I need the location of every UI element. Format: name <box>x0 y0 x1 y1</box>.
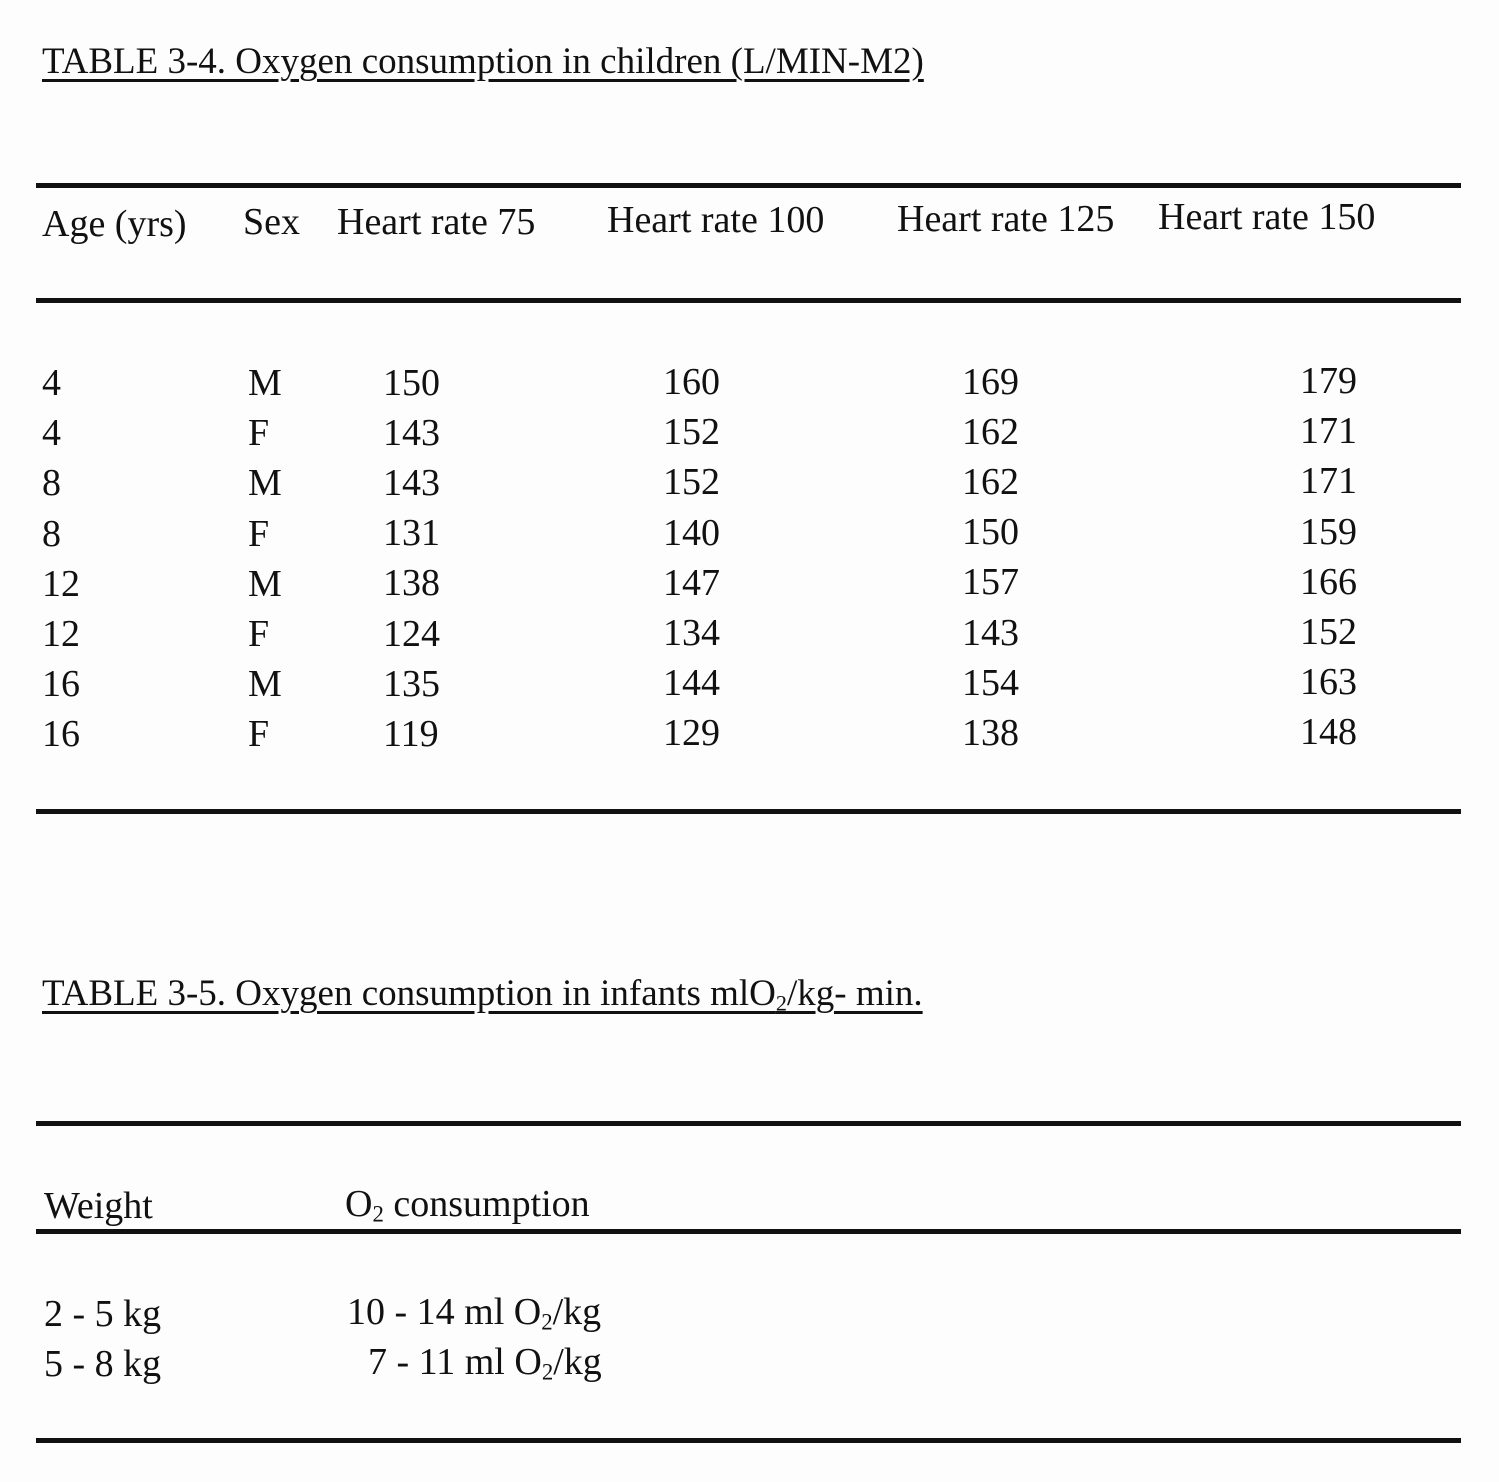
hr75-cell: 131 <box>383 512 440 555</box>
weight-cell: 5 - 8 kg <box>44 1343 162 1385</box>
hr125-cell: 169 <box>962 360 1019 403</box>
hr150-cell: 166 <box>1300 560 1357 603</box>
hr75-cell: 143 <box>383 411 440 454</box>
hr150-cell: 163 <box>1300 661 1357 704</box>
hr100-cell: 140 <box>663 511 720 554</box>
sex-cell: F <box>248 613 270 655</box>
hr150-cell: 179 <box>1300 360 1357 402</box>
sex-cell: F <box>248 713 270 756</box>
o2-unit: /kg <box>553 1341 602 1383</box>
table2-top-rule <box>36 1121 1461 1126</box>
hr100-cell: 152 <box>663 461 720 504</box>
header-rule <box>36 298 1461 303</box>
o2-text: O <box>345 1183 373 1225</box>
hr125-cell: 154 <box>962 661 1019 704</box>
weight-cell: 2 - 5 kg <box>44 1293 162 1335</box>
age-cell: 12 <box>42 613 80 655</box>
o2-subscript: 2 <box>541 1309 553 1335</box>
table-3-5-title <box>42 972 923 1017</box>
age-cell: 12 <box>42 562 80 605</box>
hr150-cell: 171 <box>1300 410 1357 453</box>
sex-cell: F <box>248 512 270 555</box>
hr125-cell: 162 <box>962 410 1019 453</box>
hr75-cell: 119 <box>383 712 439 755</box>
age-cell: 16 <box>42 713 80 756</box>
o2-cell <box>368 1340 602 1386</box>
header-hr75: Heart rate 75 <box>337 201 536 243</box>
hr100-cell: 152 <box>663 411 720 454</box>
hr150-cell: 152 <box>1300 611 1357 653</box>
header-age: Age (yrs) <box>42 203 187 245</box>
sex-cell: M <box>248 663 282 706</box>
o2-text-end: consumption <box>383 1183 590 1225</box>
header-weight: Weight <box>44 1185 153 1227</box>
hr125-cell: 150 <box>962 511 1019 554</box>
o2-cell <box>347 1290 601 1336</box>
sex-cell: M <box>248 462 282 505</box>
header-hr100: Heart rate 100 <box>607 199 825 241</box>
hr100-cell: 134 <box>663 612 720 654</box>
header-hr150: Heart rate 150 <box>1158 196 1376 238</box>
table-top-rule <box>36 183 1461 188</box>
o2-value: 7 - 11 ml O <box>368 1341 542 1383</box>
o2-subscript: 2 <box>372 1201 384 1227</box>
title-text: TABLE 3-5. Oxygen consumption in infants mlO <box>42 973 776 1014</box>
hr100-cell: 144 <box>663 662 720 705</box>
table-bottom-rule <box>36 809 1461 814</box>
hr125-cell: 162 <box>962 460 1019 503</box>
age-cell: 4 <box>42 412 61 455</box>
o2-value: 10 - 14 ml O <box>347 1291 542 1333</box>
header-sex: Sex <box>243 201 300 243</box>
table-3-4-title: TABLE 3-4. Oxygen consumption in children (L/MIN-M2) <box>42 41 924 82</box>
hr125-cell: 138 <box>962 711 1019 754</box>
age-cell: 8 <box>42 512 61 555</box>
hr75-cell: 135 <box>383 662 440 705</box>
hr150-cell: 171 <box>1300 460 1357 503</box>
table2-header-rule <box>36 1229 1461 1234</box>
o2-unit: /kg <box>552 1291 602 1333</box>
hr75-cell: 138 <box>383 562 440 605</box>
age-cell: 16 <box>42 663 80 706</box>
sex-cell: F <box>248 412 270 455</box>
age-cell: 4 <box>42 362 61 404</box>
hr100-cell: 129 <box>663 712 720 755</box>
hr150-cell: 148 <box>1300 711 1357 754</box>
hr125-cell: 157 <box>962 561 1019 604</box>
hr75-cell: 150 <box>383 361 440 404</box>
title-text-end: /kg- min. <box>786 973 923 1014</box>
header-hr125: Heart rate 125 <box>897 198 1115 240</box>
o2-subscript: 2 <box>541 1359 554 1385</box>
hr150-cell: 159 <box>1300 510 1357 553</box>
sex-cell: M <box>248 362 282 404</box>
hr125-cell: 143 <box>962 611 1019 654</box>
title-subscript: 2 <box>775 990 787 1016</box>
table2-bottom-rule <box>36 1438 1461 1443</box>
hr75-cell: 124 <box>383 612 440 655</box>
hr75-cell: 143 <box>383 461 440 504</box>
header-o2-consumption <box>345 1182 590 1228</box>
age-cell: 8 <box>42 462 61 505</box>
sex-cell: M <box>248 562 282 605</box>
hr100-cell: 160 <box>663 361 720 403</box>
hr100-cell: 147 <box>663 561 720 604</box>
